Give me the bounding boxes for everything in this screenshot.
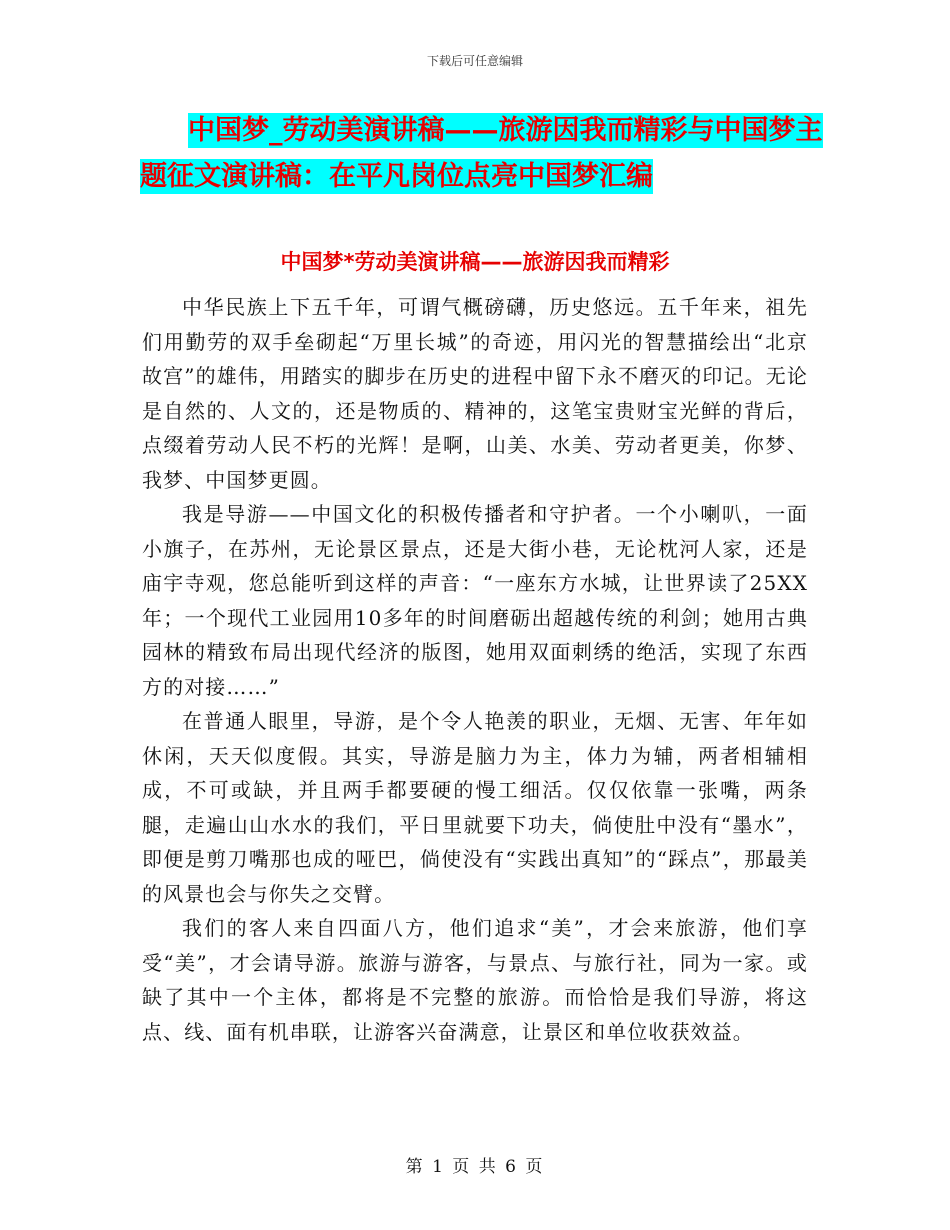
section-subtitle: 中国梦*劳动美演讲稿——旅游因我而精彩 — [280, 250, 670, 274]
document-title — [140, 108, 823, 200]
title-line-2-text: 题征文演讲稿：在平凡岗位点亮中国梦汇编 — [140, 161, 653, 192]
title-line-1-text: 中国梦_劳动美演讲稿——旅游因我而精彩与中国梦主 — [188, 115, 823, 146]
header-note: 下载后可任意编辑 — [426, 54, 523, 68]
title-line-1 — [140, 108, 823, 154]
paragraph-3: 在普通人眼里，导游，是个令人艳羡的职业，无烟、无害、年年如休闲，天天似度假。其实，导游是脑力为主，体力为辅，两者相辅相成，不可或缺，并且两手都要硬的慢工细活。仅仅依靠一张嘴，两条腿，走遍山山水水的我们，平日里就要下功夫，倘使肚中没有“墨水”，即便是剪刀嘴那也成的哑巴，倘使没有“实践出真知”的“踩点”，那最美的风景也会与你失之交臂。 — [142, 709, 808, 906]
page-footer: 第 1 页 共 6 页 — [405, 1157, 545, 1177]
paragraph-2: 我是导游——中国文化的积极传播者和守护者。一个小喇叭，一面小旗子，在苏州，无论景区景点，还是大街小巷，无论枕河人家，还是庙宇寺观，您总能听到这样的声音：“一座东方水城，让世界读了25XX年；一个现代工业园用10多年的时间磨砺出超越传统的利剑；她用古典园林的精致布局出现代经济的版图，她用双面刺绣的绝活，实现了东西方的对接……” — [142, 502, 808, 699]
paragraph-1: 中华民族上下五千年，可谓气概磅礴，历史悠远。五千年来，祖先们用勤劳的双手垒砌起“万里长城”的奇迹，用闪光的智慧描绘出“北京故宫”的雄伟，用踏实的脚步在历史的进程中留下永不磨灭的印记。无论是自然的、人文的，还是物质的、精神的，这笔宝贵财宝光鲜的背后，点缀着劳动人民不朽的光辉！是啊，山美、水美、劳动者更美，你梦、我梦、中国梦更圆。 — [142, 295, 808, 492]
paragraph-4: 我们的客人来自四面八方，他们追求“美”，才会来旅游，他们享受“美”，才会请导游。旅游与游客，与景点、与旅行社，同为一家。或缺了其中一个主体，都将是不完整的旅游。而恰恰是我们导游，将这点、线、面有机串联，让游客兴奋满意，让景区和单位收获效益。 — [142, 916, 808, 1044]
body-text — [142, 290, 808, 1049]
title-line-2 — [140, 154, 820, 200]
